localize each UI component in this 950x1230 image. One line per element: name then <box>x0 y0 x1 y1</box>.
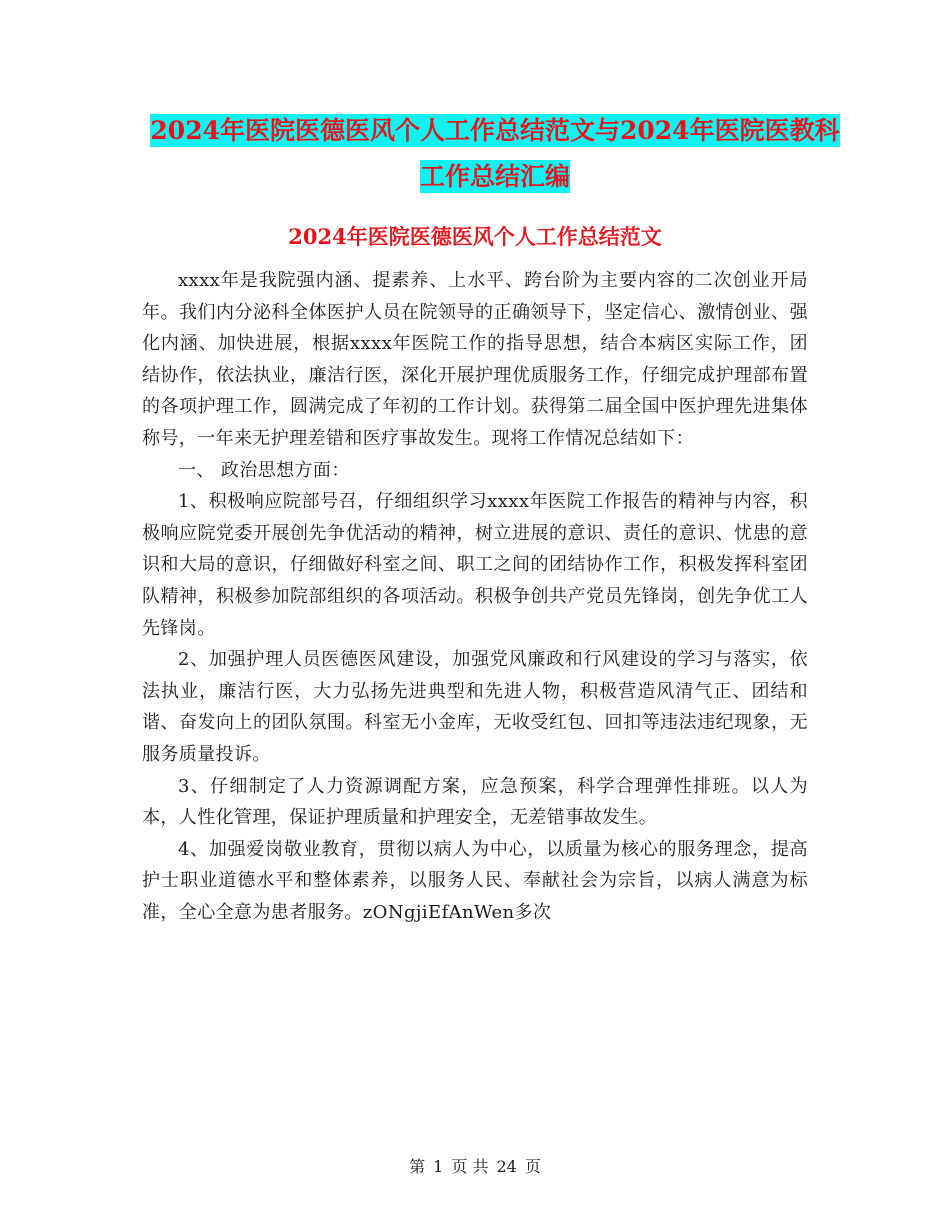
paragraph-item-3: 3、仔细制定了人力资源调配方案，应急预案，科学合理弹性排班。以人为本，人性化管理，保证护理质量和护理安全，无差错事故发生。 <box>142 775 808 829</box>
paragraph-item-1: 1、积极响应院部号召，仔细组织学习xxxx年医院工作报告的精神与内容，积极响应院党委开展创先争优活动的精神，树立进展的意识、责任的意识、忧患的意识和大局的意识，仔细做好科室之间、职工之间的团结协作工作，积极发挥科室团队精神，积极参加院部组织的各项活动。积极争创共产党员先锋岗，创先争优工人先锋岗。 <box>142 491 808 639</box>
footer-prefix: 第 <box>409 1157 426 1176</box>
footer-suffix: 页 <box>524 1157 541 1176</box>
document-body <box>142 265 808 928</box>
paragraph-intro: xxxx年是我院强内涵、提素养、上水平、跨台阶为主要内容的二次创业开局年。我们内分泌科全体医护人员在院领导的正确领导下，坚定信心、激情创业、强化内涵、加快进展，根据xxxx年医院工作的指导思想，结合本病区实际工作，团结协作，依法执业，廉洁行医，深化开展护理优质服务工作，仔细完成护理部布置的各项护理工作，圆满完成了年初的工作计划。获得第二届全国中医护理先进集体称号，一年来无护理差错和医疗事故发生。现将工作情况总结如下： <box>142 270 808 449</box>
footer-total-pages: 24 <box>496 1157 517 1176</box>
footer-current-page: 1 <box>433 1157 444 1176</box>
page-footer <box>0 1154 950 1177</box>
footer-middle: 页 共 <box>451 1157 489 1176</box>
paragraph-heading-political: 一、 政治思想方面： <box>178 459 350 481</box>
document-title-highlight: 2024年医院医德医风个人工作总结范文与2024年医院医教科工作总结汇编 <box>150 116 840 191</box>
paragraph-item-4: 4、加强爱岗敬业教育，贯彻以病人为中心，以质量为核心的服务理念，提高护士职业道德水平和整体素养，以服务人民、奉献社会为宗旨，以病人满意为标准，全心全意为患者服务。zONgjiEfAnWen多次 <box>142 838 808 923</box>
paragraph-item-2: 2、加强护理人员医德医风建设，加强党风廉政和行风建设的学习与落实，依法执业，廉洁行医，大力弘扬先进典型和先进人物，积极营造风清气正、团结和谐、奋发向上的团队氛围。科室无小金库，无收受红包、回扣等违法违纪现象，无服务质量投诉。 <box>142 649 808 765</box>
document-title <box>140 108 850 200</box>
section-title: 2024年医院医德医风个人工作总结范文 <box>288 224 662 249</box>
